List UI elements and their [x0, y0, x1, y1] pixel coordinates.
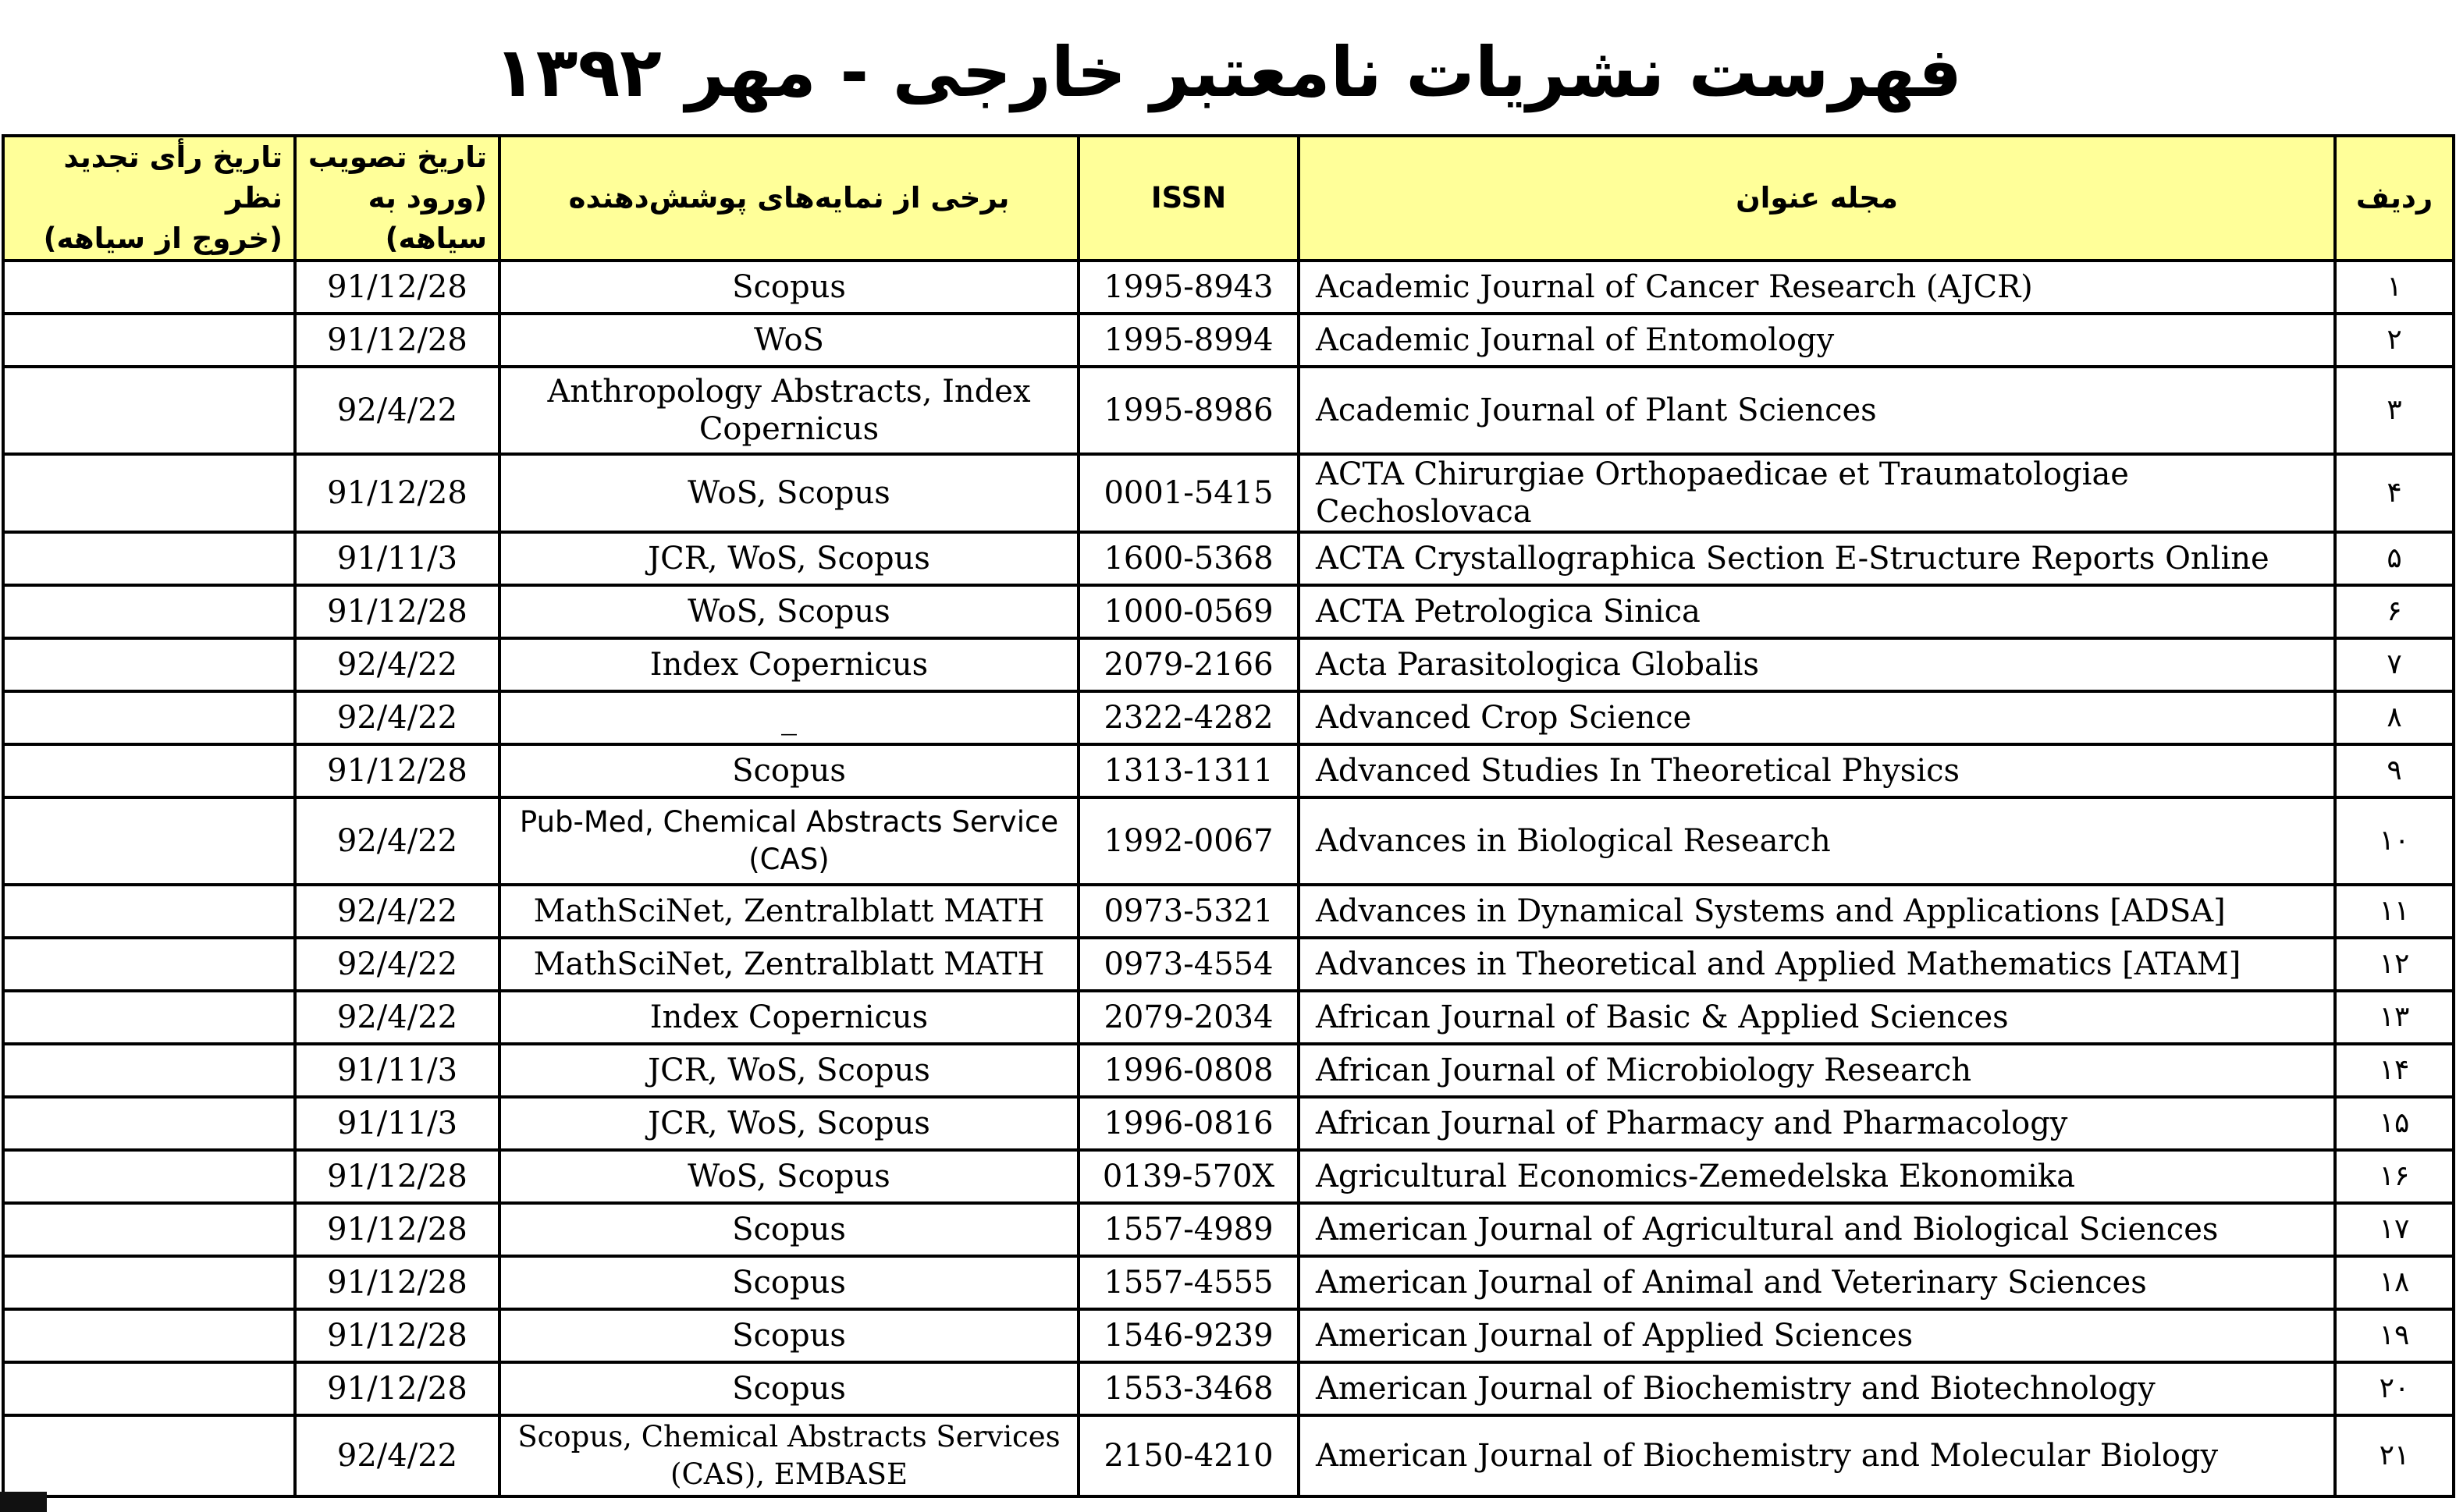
table-row: [3, 691, 2454, 744]
table-row: [3, 1097, 2454, 1150]
indexes-cell: Scopus: [499, 261, 1079, 314]
approval-date-cell: 92/4/22: [295, 1415, 499, 1496]
indexes-cell: Index Copernicus: [499, 991, 1079, 1044]
indexes-cell: Scopus: [499, 1203, 1079, 1256]
header-review-date: [3, 136, 295, 261]
journal-title-cell: Advances in Biological Research: [1299, 797, 2335, 885]
issn-cell: 0139-570X: [1079, 1150, 1299, 1203]
indexes-cell: Scopus: [499, 1256, 1079, 1309]
row-number-cell: ۱۸: [2335, 1256, 2454, 1309]
indexes-cell: _: [499, 691, 1079, 744]
review-date-cell: [3, 1097, 295, 1150]
issn-cell: 1546-9239: [1079, 1309, 1299, 1362]
journal-title-cell: Advanced Crop Science: [1299, 691, 2335, 744]
journal-title-cell: Advances in Dynamical Systems and Applications [ADSA]: [1299, 885, 2335, 938]
row-number-cell: ۱۱: [2335, 885, 2454, 938]
row-number-cell: ۸: [2335, 691, 2454, 744]
issn-cell: 1996-0808: [1079, 1044, 1299, 1097]
review-date-cell: [3, 1309, 295, 1362]
journal-title-cell: American Journal of Biochemistry and Molecular Biology: [1299, 1415, 2335, 1496]
journal-title-cell: Advanced Studies In Theoretical Physics: [1299, 744, 2335, 797]
header-row-number: ردیف: [2335, 136, 2454, 261]
journal-title-cell: American Journal of Animal and Veterinary Sciences: [1299, 1256, 2335, 1309]
indexes-cell: Index Copernicus: [499, 638, 1079, 691]
review-date-cell: [3, 885, 295, 938]
approval-date-cell: 92/4/22: [295, 367, 499, 454]
issn-cell: 0973-4554: [1079, 938, 1299, 991]
row-number-cell: ۲۰: [2335, 1362, 2454, 1415]
row-number-cell: ۹: [2335, 744, 2454, 797]
issn-cell: 1600-5368: [1079, 532, 1299, 585]
issn-cell: 0973-5321: [1079, 885, 1299, 938]
issn-cell: 1995-8943: [1079, 261, 1299, 314]
issn-cell: 1000-0569: [1079, 585, 1299, 638]
approval-date-cell: 91/12/28: [295, 1256, 499, 1309]
table-row: [3, 1150, 2454, 1203]
approval-date-cell: 92/4/22: [295, 991, 499, 1044]
table-row: [3, 1362, 2454, 1415]
indexes-cell: Scopus: [499, 1309, 1079, 1362]
row-number-cell: ۳: [2335, 367, 2454, 454]
review-date-cell: [3, 797, 295, 885]
approval-date-cell: 91/12/28: [295, 585, 499, 638]
approval-date-cell: 92/4/22: [295, 691, 499, 744]
indexes-cell: Scopus: [499, 1362, 1079, 1415]
journal-title-cell: African Journal of Pharmacy and Pharmacology: [1299, 1097, 2335, 1150]
table-header-row: [3, 136, 2454, 261]
table-row: [3, 1203, 2454, 1256]
journal-title-cell: ACTA Crystallographica Section E-Structure Reports Online: [1299, 532, 2335, 585]
review-date-cell: [3, 1362, 295, 1415]
row-number-cell: ۱: [2335, 261, 2454, 314]
row-number-cell: ۶: [2335, 585, 2454, 638]
review-date-cell: [3, 1044, 295, 1097]
table-row: [3, 261, 2454, 314]
table-row: [3, 314, 2454, 367]
indexes-cell: Scopus, Chemical Abstracts Services (CAS), EMBASE: [499, 1415, 1079, 1496]
table-row: [3, 744, 2454, 797]
row-number-cell: ۷: [2335, 638, 2454, 691]
journal-title-cell: American Journal of Applied Sciences: [1299, 1309, 2335, 1362]
journal-title-cell: ACTA Chirurgiae Orthopaedicae et Traumatologiae Cechoslovaca: [1299, 454, 2335, 532]
journal-title-cell: Advances in Theoretical and Applied Mathematics [ATAM]: [1299, 938, 2335, 991]
row-number-cell: ۱۳: [2335, 991, 2454, 1044]
issn-cell: 1313-1311: [1079, 744, 1299, 797]
header-approval-date-line2: (ورود به سیاهه): [368, 181, 487, 255]
issn-cell: 1992-0067: [1079, 797, 1299, 885]
approval-date-cell: 92/4/22: [295, 885, 499, 938]
issn-cell: 1995-8994: [1079, 314, 1299, 367]
approval-date-cell: 91/12/28: [295, 454, 499, 532]
review-date-cell: [3, 744, 295, 797]
indexes-cell: Anthropology Abstracts, Index Copernicus: [499, 367, 1079, 454]
approval-date-cell: 91/12/28: [295, 314, 499, 367]
approval-date-cell: 91/12/28: [295, 1362, 499, 1415]
header-review-date-line2: (خروج از سیاهه): [43, 222, 283, 255]
approval-date-cell: 91/12/28: [295, 1150, 499, 1203]
table-row: [3, 1044, 2454, 1097]
review-date-cell: [3, 638, 295, 691]
header-issn: ISSN: [1079, 136, 1299, 261]
indexes-cell: JCR, WoS, Scopus: [499, 1044, 1079, 1097]
header-indexes: برخی از نمایه‌های پوشش‌دهنده: [499, 136, 1079, 261]
issn-cell: 2079-2166: [1079, 638, 1299, 691]
row-number-cell: ۱۴: [2335, 1044, 2454, 1097]
indexes-cell: WoS: [499, 314, 1079, 367]
approval-date-cell: 92/4/22: [295, 797, 499, 885]
journal-title-cell: African Journal of Microbiology Research: [1299, 1044, 2335, 1097]
review-date-cell: [3, 367, 295, 454]
review-date-cell: [3, 938, 295, 991]
table-row: [3, 1256, 2454, 1309]
approval-date-cell: 91/12/28: [295, 1203, 499, 1256]
issn-cell: 1557-4555: [1079, 1256, 1299, 1309]
journal-title-cell: American Journal of Agricultural and Biological Sciences: [1299, 1203, 2335, 1256]
row-number-cell: ۴: [2335, 454, 2454, 532]
indexes-cell: JCR, WoS, Scopus: [499, 532, 1079, 585]
review-date-cell: [3, 1203, 295, 1256]
approval-date-cell: 92/4/22: [295, 638, 499, 691]
header-approval-date: [295, 136, 499, 261]
approval-date-cell: 92/4/22: [295, 938, 499, 991]
review-date-cell: [3, 454, 295, 532]
indexes-cell: Pub-Med, Chemical Abstracts Service (CAS): [499, 797, 1079, 885]
approval-date-cell: 91/11/3: [295, 1097, 499, 1150]
review-date-cell: [3, 1150, 295, 1203]
issn-cell: 2079-2034: [1079, 991, 1299, 1044]
review-date-cell: [3, 691, 295, 744]
indexes-cell: MathSciNet, Zentralblatt MATH: [499, 938, 1079, 991]
table-row: [3, 938, 2454, 991]
table-row: [3, 885, 2454, 938]
row-number-cell: ۱۷: [2335, 1203, 2454, 1256]
table-row: [3, 1309, 2454, 1362]
watermark-badge: [0, 1492, 47, 1512]
issn-cell: 1553-3468: [1079, 1362, 1299, 1415]
issn-cell: 1995-8986: [1079, 367, 1299, 454]
page-title: فهرست نشریات نامعتبر خارجی - مهر ۱۳۹۲: [494, 32, 1962, 112]
journal-title-cell: African Journal of Basic & Applied Sciences: [1299, 991, 2335, 1044]
indexes-cell: MathSciNet, Zentralblatt MATH: [499, 885, 1079, 938]
row-number-cell: ۱۰: [2335, 797, 2454, 885]
issn-cell: 1996-0816: [1079, 1097, 1299, 1150]
row-number-cell: ۲: [2335, 314, 2454, 367]
row-number-cell: ۱۵: [2335, 1097, 2454, 1150]
table-row: [3, 585, 2454, 638]
issn-cell: 0001-5415: [1079, 454, 1299, 532]
table-row: [3, 532, 2454, 585]
row-number-cell: ۱۶: [2335, 1150, 2454, 1203]
table-row: [3, 797, 2454, 885]
journal-title-cell: American Journal of Biochemistry and Biotechnology: [1299, 1362, 2335, 1415]
table-row: [3, 991, 2454, 1044]
indexes-cell: WoS, Scopus: [499, 1150, 1079, 1203]
header-journal-title: مجله عنوان: [1299, 136, 2335, 261]
review-date-cell: [3, 314, 295, 367]
table-row: [3, 367, 2454, 454]
approval-date-cell: 91/11/3: [295, 1044, 499, 1097]
journal-title-cell: Acta Parasitologica Globalis: [1299, 638, 2335, 691]
issn-cell: 2322-4282: [1079, 691, 1299, 744]
journal-title-cell: Agricultural Economics-Zemedelska Ekonomika: [1299, 1150, 2335, 1203]
review-date-cell: [3, 991, 295, 1044]
journal-title-cell: Academic Journal of Plant Sciences: [1299, 367, 2335, 454]
journal-title-cell: Academic Journal of Cancer Research (AJCR): [1299, 261, 2335, 314]
table-row: [3, 1415, 2454, 1496]
indexes-cell: WoS, Scopus: [499, 585, 1079, 638]
journals-table: [2, 134, 2455, 1498]
issn-cell: 2150-4210: [1079, 1415, 1299, 1496]
header-approval-date-line1: تاریخ تصویب: [307, 140, 487, 174]
table-row: [3, 454, 2454, 532]
row-number-cell: ۱۹: [2335, 1309, 2454, 1362]
table-row: [3, 638, 2454, 691]
journal-title-cell: ACTA Petrologica Sinica: [1299, 585, 2335, 638]
review-date-cell: [3, 532, 295, 585]
journal-title-cell: Academic Journal of Entomology: [1299, 314, 2335, 367]
indexes-cell: Scopus: [499, 744, 1079, 797]
table-body: [3, 261, 2454, 1496]
issn-cell: 1557-4989: [1079, 1203, 1299, 1256]
review-date-cell: [3, 261, 295, 314]
header-review-date-line1: تاریخ رأی تجدید نظر: [63, 140, 283, 215]
review-date-cell: [3, 585, 295, 638]
indexes-cell: WoS, Scopus: [499, 454, 1079, 532]
row-number-cell: ۱۲: [2335, 938, 2454, 991]
row-number-cell: ۲۱: [2335, 1415, 2454, 1496]
approval-date-cell: 91/12/28: [295, 261, 499, 314]
approval-date-cell: 91/11/3: [295, 532, 499, 585]
approval-date-cell: 91/12/28: [295, 744, 499, 797]
review-date-cell: [3, 1415, 295, 1496]
review-date-cell: [3, 1256, 295, 1309]
approval-date-cell: 91/12/28: [295, 1309, 499, 1362]
indexes-cell: JCR, WoS, Scopus: [499, 1097, 1079, 1150]
row-number-cell: ۵: [2335, 532, 2454, 585]
